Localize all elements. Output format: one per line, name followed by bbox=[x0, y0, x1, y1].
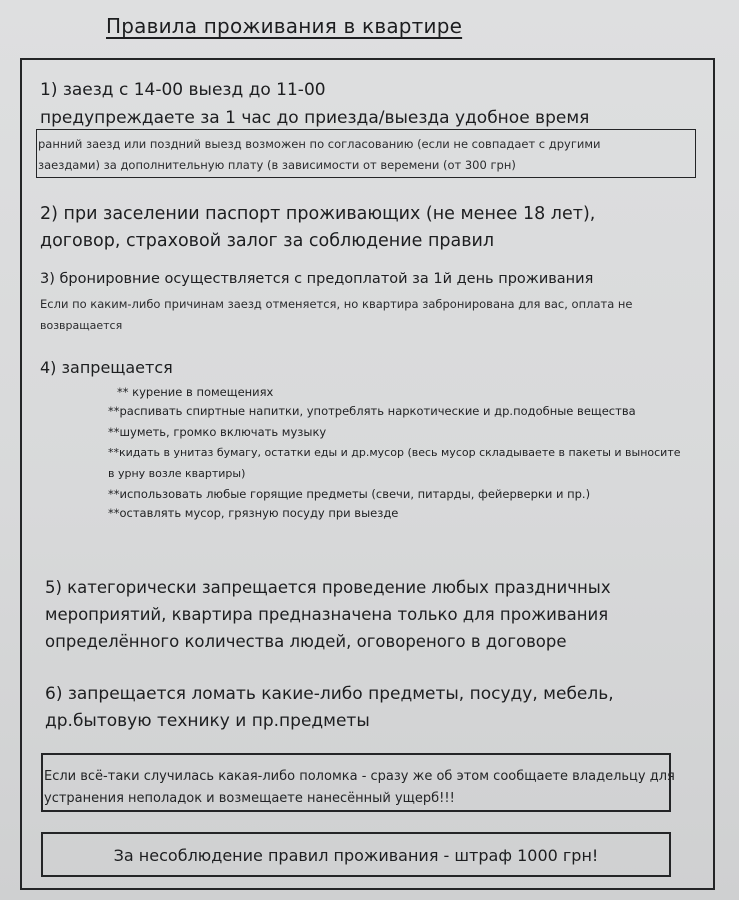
damage-warning-line-1: Если всё-таки случилась какая-либо поломка - сразу же об этом сообщаете владельцу для bbox=[44, 769, 675, 784]
rule-4-item: **шуметь, громко включать музыку bbox=[108, 425, 327, 439]
fine-notice-box bbox=[41, 832, 671, 877]
rule-1-note-line-2: заездами) за дополнительную плату (в зависимости от веремени (от 300 грн) bbox=[38, 158, 516, 172]
rule-4-item: **кидать в унитаз бумагу, остатки еды и др.мусор (весь мусор складываете в пакеты и выносите bbox=[108, 446, 681, 459]
rule-3-text-line-1: Если по каким-либо причинам заезд отменяется, но квартира забронирована для вас, оплата не bbox=[40, 297, 633, 311]
rule-5-line-2: мероприятий, квартира предназначена только для проживания bbox=[45, 605, 609, 624]
rule-3-text-line-2: возвращается bbox=[40, 319, 123, 332]
rule-1-note-line-1: ранний заезд или поздний выезд возможен по согласованию (если не совпадает с другими bbox=[38, 137, 601, 151]
fine-notice-text: За несоблюдение правил проживания - штраф 1000 грн! bbox=[113, 846, 599, 865]
rule-5-line-1: 5) категорически запрещается проведение любых праздничных bbox=[45, 578, 611, 597]
rule-6-line-2: др.бытовую технику и пр.предметы bbox=[45, 711, 370, 731]
rule-5-line-3: определённого количества людей, оговореного в договоре bbox=[45, 632, 567, 651]
rule-4-item: **распивать спиртные напитки, употреблять наркотические и др.подобные вещества bbox=[108, 404, 636, 418]
rule-4-item: **использовать любые горящие предметы (свечи, питарды, фейерверки и пр.) bbox=[108, 487, 591, 501]
rule-2-line-1: 2) при заселении паспорт проживающих (не менее 18 лет), bbox=[40, 204, 596, 224]
page-title: Правила проживания в квартире bbox=[106, 14, 463, 38]
rule-4-item: ** курение в помещениях bbox=[117, 385, 274, 399]
rule-4-item: **оставлять мусор, грязную посуду при выезде bbox=[108, 506, 399, 520]
rule-4-item: в урну возле квартиры) bbox=[108, 467, 246, 480]
rule-1-times: 1) заезд с 14-00 выезд до 11-00 bbox=[40, 80, 326, 100]
rule-1-notice: предупреждаете за 1 час до приезда/выезда удобное время bbox=[40, 108, 590, 128]
rule-6-line-1: 6) запрещается ломать какие-либо предметы, посуду, мебель, bbox=[45, 684, 614, 704]
damage-warning-line-2: устранения неполадок и возмещаете нанесённый ущерб!!! bbox=[44, 791, 455, 806]
rule-4-heading: 4) запрещается bbox=[40, 358, 173, 377]
rule-2-line-2: договор, страховой залог за соблюдение правил bbox=[40, 231, 495, 251]
rule-3-heading: 3) бронировние осуществляется с предоплатой за 1й день проживания bbox=[40, 271, 594, 287]
